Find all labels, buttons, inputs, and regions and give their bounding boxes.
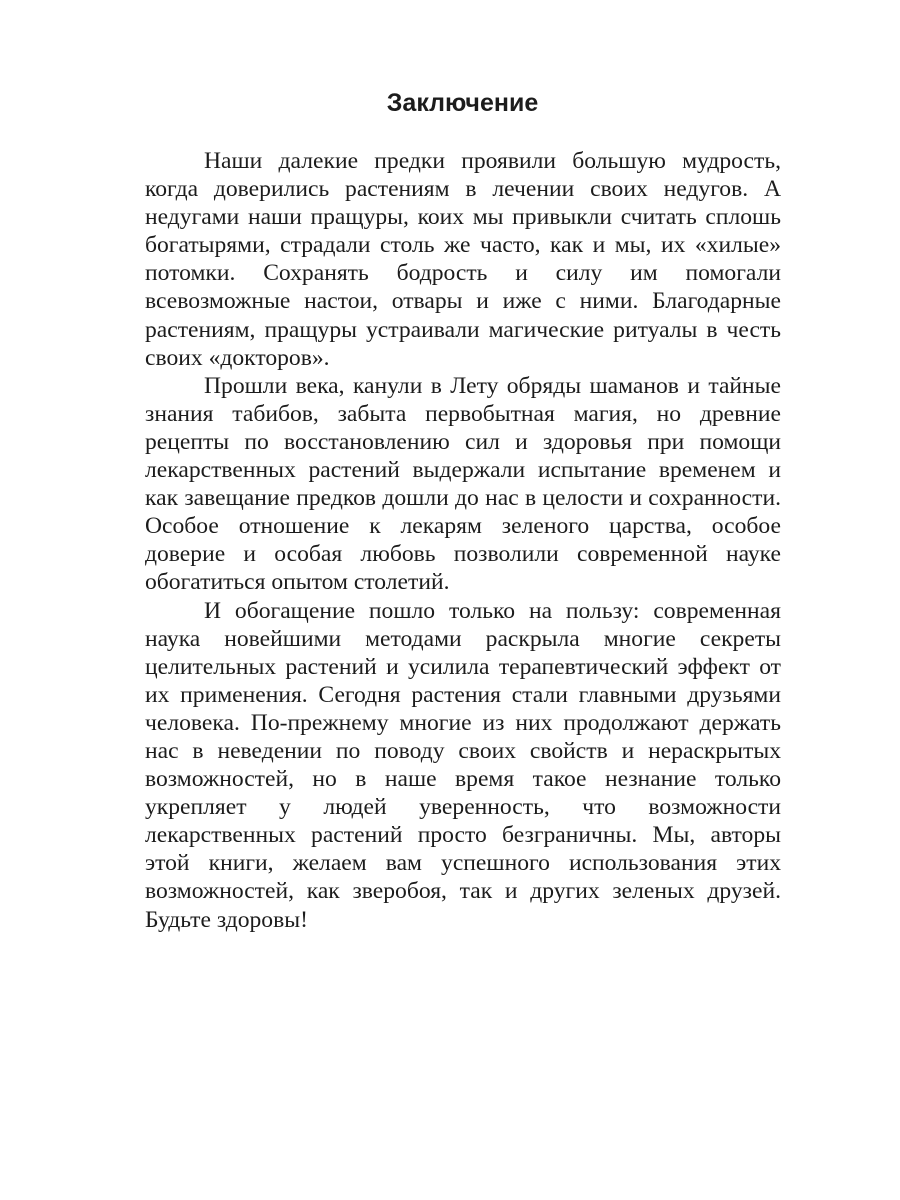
paragraph-1: Наши далекие предки проявили большую мудрость, когда доверились растениям в лечении своих недугов. А недугами наши пращуры, коих мы привыкли считать сплошь богатырями, страдали столь же часто, как и мы, их «хилые» потомки. Сохранять бодрость и силу им помогали всевозможные настои, отвары и иже с ними. Благодарные растениям, пращуры устраивали магические ритуалы в честь своих «докторов».: [145, 148, 781, 371]
body-text: [145, 147, 781, 934]
page-title: Заключение: [386, 89, 539, 117]
paragraph-2: Прошли века, канули в Лету обряды шаманов и тайные знания табибов, забыта первобытная магия, но древние рецепты по восстановлению сил и здоровья при помощи лекарственных растений выдержали испытание временем и как завещание предков дошли до нас в целости и сохранности. Особое отношение к лекарям зеленого царства, особое доверие и особая любовь позволили современной науке обогатиться опытом столетий.: [145, 372, 781, 596]
paragraph-3: И обогащение пошло только на пользу: современная наука новейшими методами раскрыла многие секреты целительных растений и усилила терапевтический эффект от их применения. Сегодня растения стали главными друзьями человека. По-прежнему многие из них продолжают держать нас в неведении по поводу своих свойств и нераскрытых возможностей, но в наше время такое незнание только укрепляет у людей уверенность, что возможности лекарственных растений просто безграничны. Мы, авторы этой книги, желаем вам успешного использования этих возможностей, как зверобоя, так и других зеленых друзей. Будьте здоровы!: [145, 597, 781, 933]
